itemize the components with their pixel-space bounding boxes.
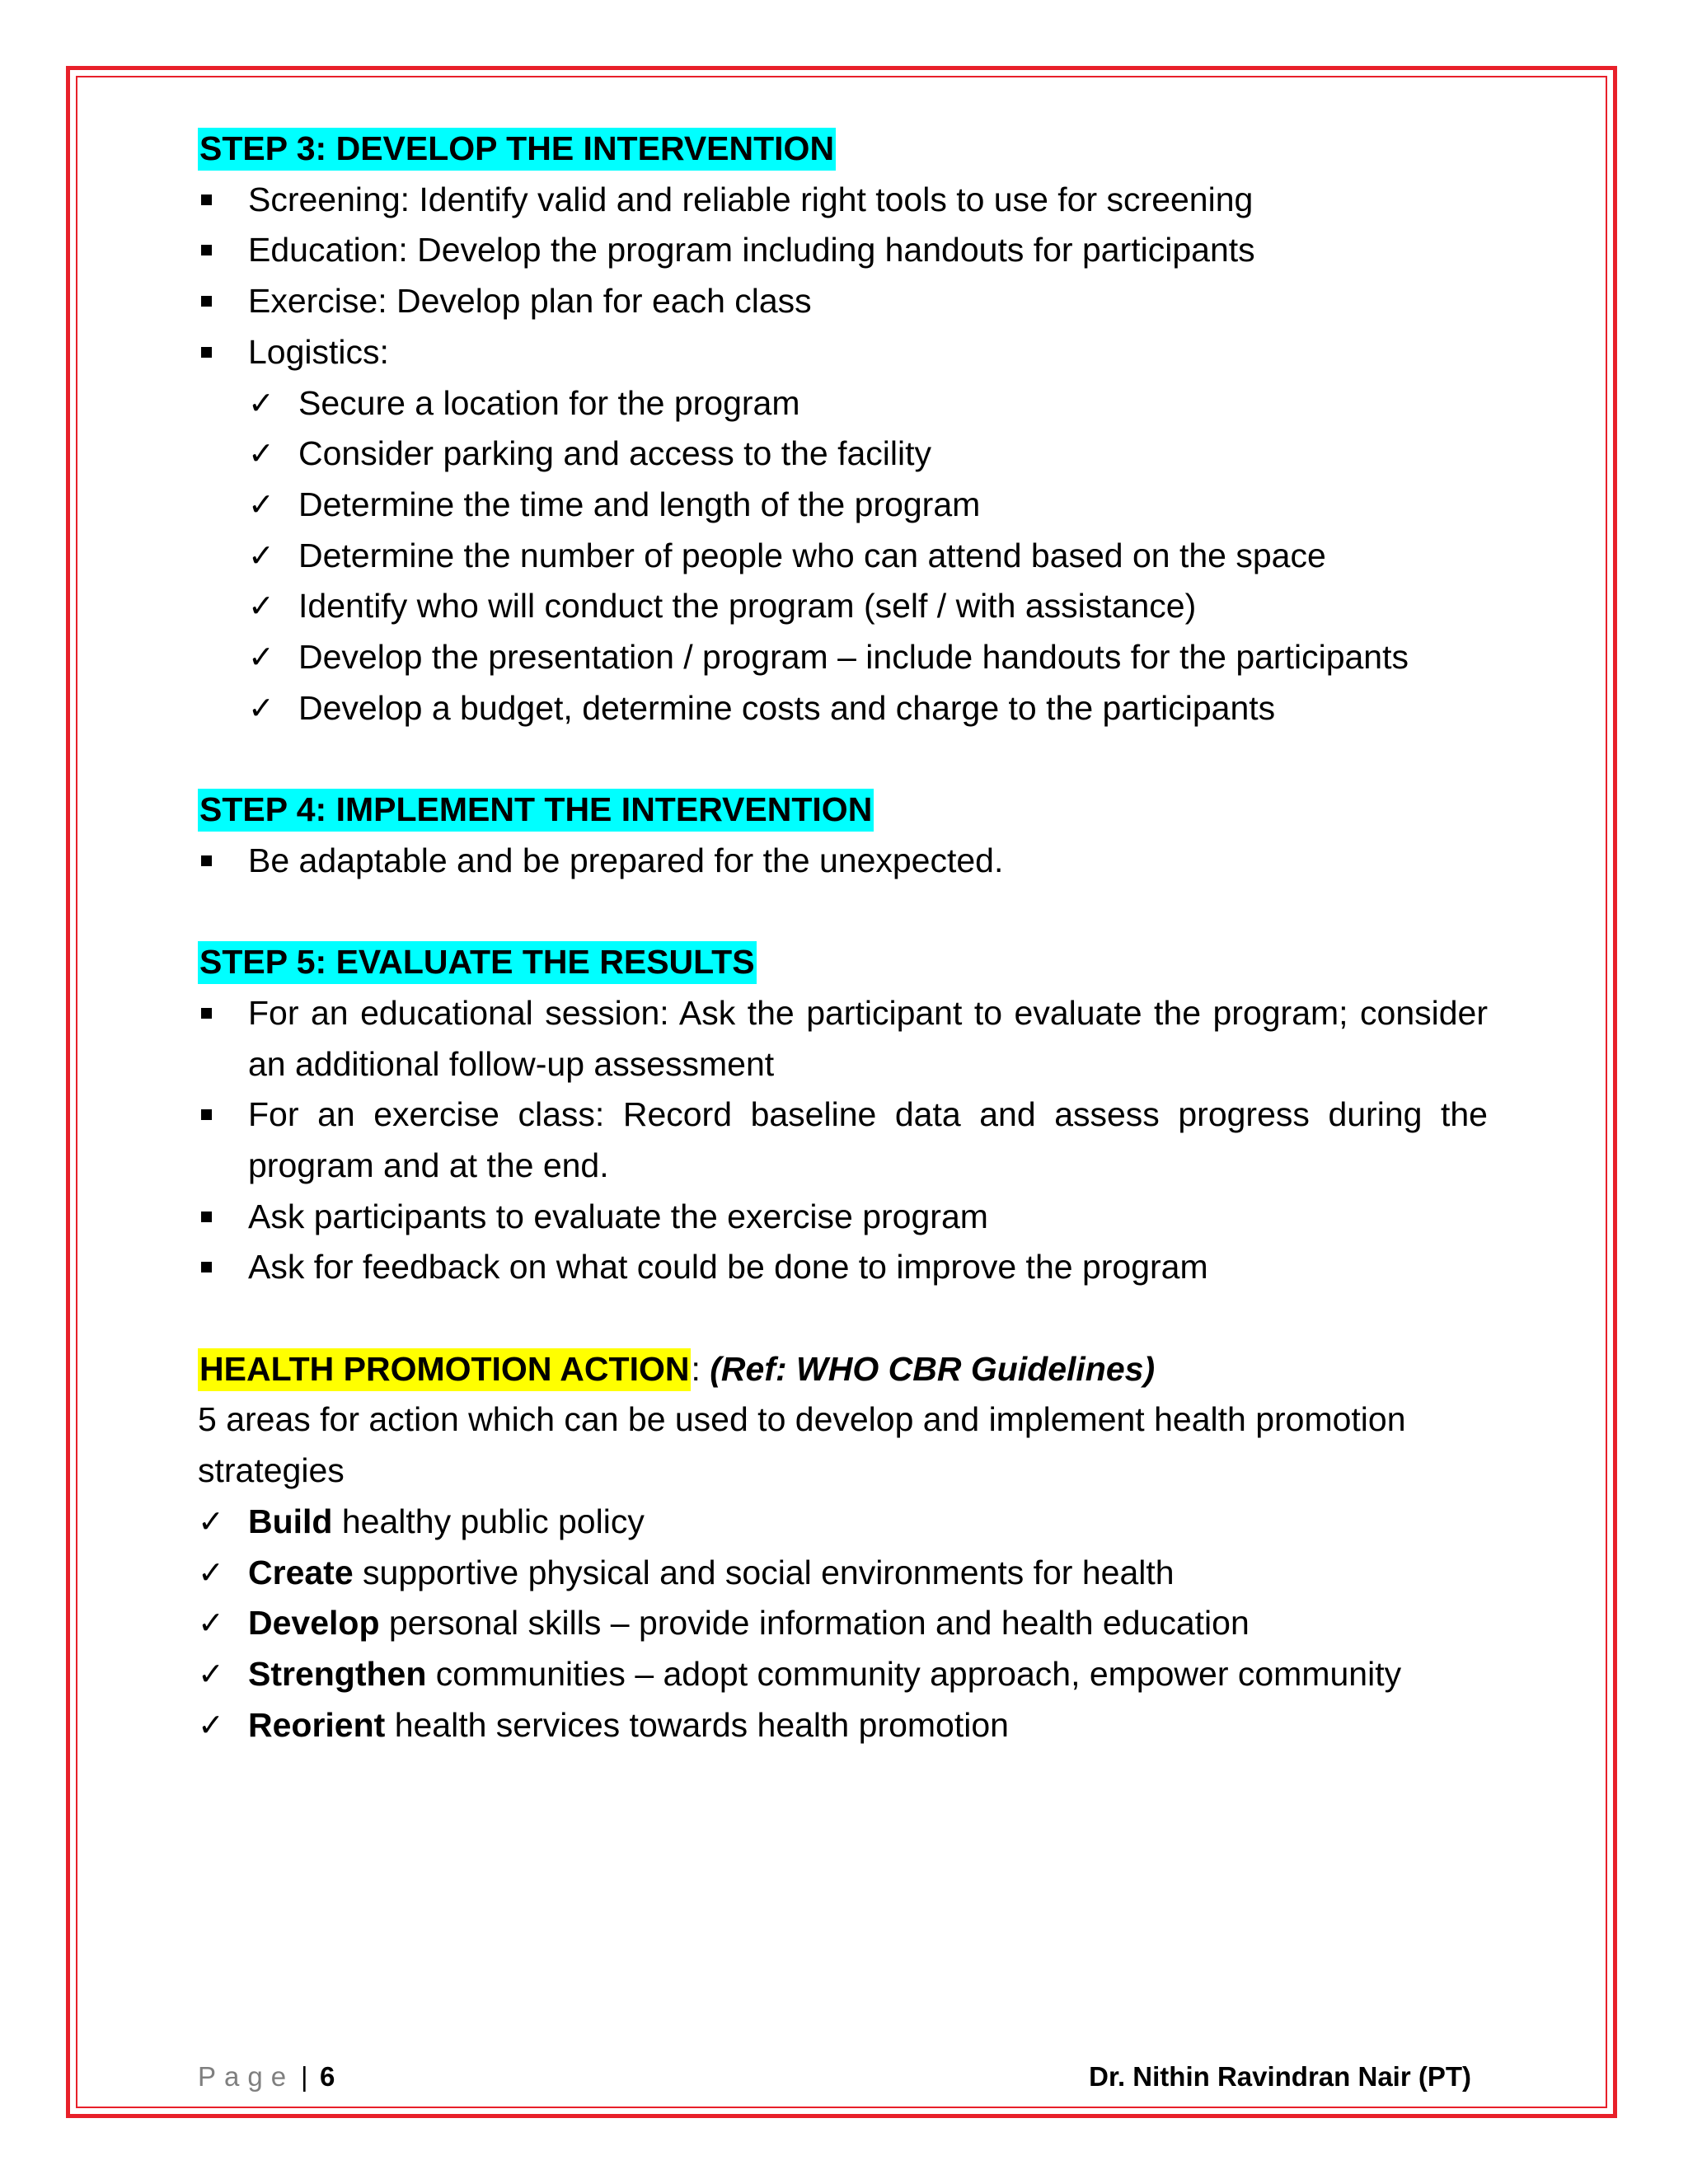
checkmark-icon: ✓ [248,485,274,523]
step3-bullet-list [198,175,1488,378]
page-label: Page [198,2061,295,2092]
list-item-text: Exercise: Develop plan for each class [248,282,812,321]
step4-bullet-list [198,836,1488,887]
list-item-text: Screening: Identify valid and reliable right tools to use for screening [248,180,1254,218]
step5-bullet-list [198,988,1488,1293]
list-item-text: Logistics: [248,332,389,371]
checklist-item [248,378,1488,429]
checklist-item-text: Determine the time and length of the program [298,485,981,523]
checkmark-icon: ✓ [248,639,274,676]
checklist-item [248,632,1488,683]
list-item [198,225,1488,276]
checklist-item [198,1700,1488,1751]
author-name: Dr. Nithin Ravindran Nair (PT) [1089,2061,1471,2092]
list-item-text: Ask for feedback on what could be done to improve the program [248,1248,1208,1286]
list-item [198,1242,1488,1293]
health-promotion-heading-text: HEALTH PROMOTION ACTION [198,1348,691,1391]
checkmark-icon: ✓ [248,588,274,625]
document-body [198,124,1488,1750]
action-keyword: Strengthen [248,1654,427,1693]
checkmark-icon: ✓ [248,384,274,421]
square-bullet-icon [201,1109,212,1120]
step4-heading [198,785,1488,836]
checkmark-icon: ✓ [198,1502,224,1540]
page-number: 6 [320,2061,335,2092]
checkmark-icon: ✓ [198,1655,224,1692]
checkmark-icon: ✓ [248,435,274,472]
square-bullet-icon [201,347,212,358]
health-promotion-intro: 5 areas for action which can be used to develop and implement health promotion strategies [198,1400,1406,1490]
checklist-item-text: Develop a budget, determine costs and charge to the participants [298,688,1276,727]
checklist-item [198,1598,1488,1649]
list-item [198,276,1488,327]
list-item-text: Be adaptable and be prepared for the unexpected. [248,841,1004,879]
reference-citation: (Ref: WHO CBR Guidelines) [710,1349,1156,1388]
checklist-item [198,1497,1488,1548]
list-item [198,988,1488,1090]
checklist-item [248,531,1488,582]
action-keyword: Develop [248,1604,380,1643]
checklist-item [248,480,1488,531]
checkmark-icon: ✓ [248,689,274,726]
checkmark-icon: ✓ [248,537,274,574]
square-bullet-icon [201,855,212,866]
checklist-item-text: Secure a location for the program [298,383,800,422]
list-item-text: Education: Develop the program including handouts for participants [248,231,1255,269]
square-bullet-icon [201,1008,212,1019]
checklist-item [248,581,1488,632]
step3-heading [198,124,1488,175]
spacer [198,1293,1488,1344]
step5-heading-text: STEP 5: EVALUATE THE RESULTS [198,941,757,984]
action-keyword: Reorient [248,1705,386,1744]
action-keyword: Create [248,1553,354,1591]
list-item-text: For an exercise class: Record baseline data and assess progress during the program and at the end. [248,1095,1488,1184]
checklist-item [248,429,1488,480]
action-keyword: Build [248,1502,333,1540]
spacer [198,887,1488,938]
health-promotion-heading [198,1344,1488,1395]
square-bullet-icon [201,194,212,205]
heading-colon: : [691,1349,701,1388]
square-bullet-icon [201,1262,212,1272]
square-bullet-icon [201,296,212,307]
list-item-text: Ask participants to evaluate the exercise program [248,1197,988,1235]
action-description: personal skills – provide information and health education [379,1604,1250,1643]
list-item [198,327,1488,378]
checklist-item-text: Determine the number of people who can attend based on the space [298,536,1326,574]
list-item [198,836,1488,887]
checkmark-icon: ✓ [198,1554,224,1591]
checklist-item [248,683,1488,734]
step4-heading-text: STEP 4: IMPLEMENT THE INTERVENTION [198,789,874,832]
page-separator: | [301,2061,308,2092]
list-item [198,175,1488,226]
checklist-item-text: Consider parking and access to the facility [298,434,932,473]
step5-heading [198,937,1488,988]
checklist-item [198,1649,1488,1700]
step3-heading-text: STEP 3: DEVELOP THE INTERVENTION [198,128,836,171]
spacer [198,733,1488,785]
action-description: communities – adopt community approach, empower community [426,1654,1402,1693]
list-item [198,1090,1488,1191]
checklist-item-text: Develop the presentation / program – include handouts for the participants [298,638,1409,677]
list-item-text: For an educational session: Ask the participant to evaluate the program; consider an additional follow-up assessment [248,993,1488,1083]
logistics-checklist [248,378,1488,734]
action-description: supportive physical and social environments for health [353,1553,1175,1591]
page-footer [198,2059,1471,2095]
action-description: healthy public policy [332,1502,645,1540]
health-promotion-checklist [198,1497,1488,1751]
checklist-item-text: Identify who will conduct the program (self / with assistance) [298,587,1197,626]
list-item [198,1192,1488,1243]
square-bullet-icon [201,1212,212,1222]
checkmark-icon: ✓ [198,1605,224,1642]
checkmark-icon: ✓ [198,1706,224,1743]
checklist-item [198,1548,1488,1599]
action-description: health services towards health promotion [385,1705,1009,1744]
square-bullet-icon [201,245,212,255]
